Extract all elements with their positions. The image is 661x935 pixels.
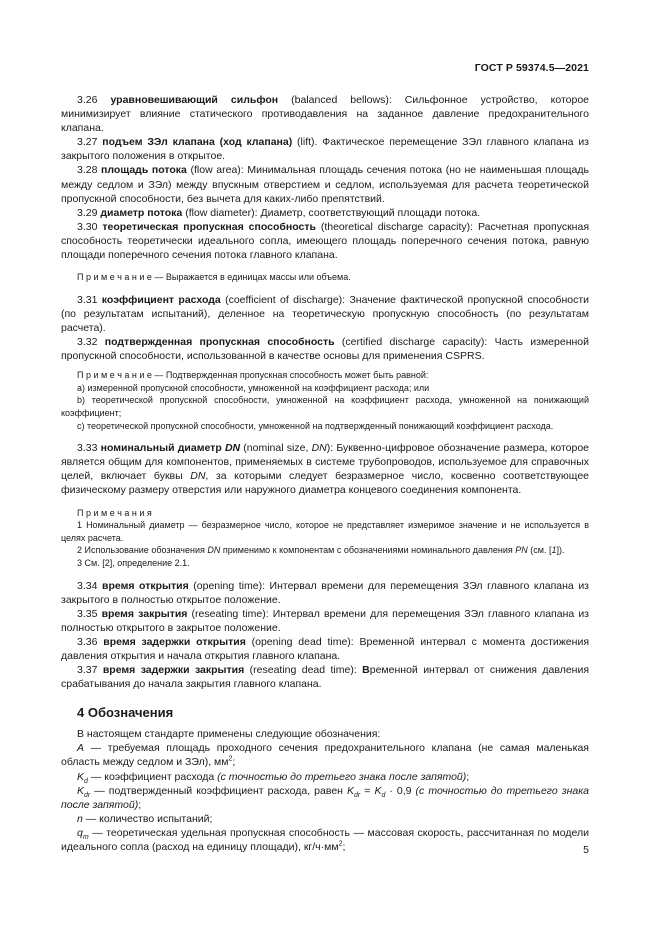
notations-list <box>61 727 589 854</box>
note-3: 3 См. [2], определение 2.1. <box>77 557 190 568</box>
section-4-heading: 4 Обозначения <box>77 705 174 721</box>
page-number: 5 <box>583 844 589 856</box>
document-header: ГОСТ Р 59374.5—2021 <box>474 62 589 74</box>
notation-kd: $K_d$ — коэффициент расхода (с точностью до третьего знака после запятой); <box>77 770 470 785</box>
note-3-32: П р и м е ч а н и е — Подтвержденная пропускная способность может быть равной: а) измеренной пропускной способности, умноженной на коэффициент расхода; или b) теоретической пропускной способности, умноженной на коэффициент расхода, умноженной на понижающий коэффициент; c) теоретической пропускной способности, умноженной на подтвержденный понижающий коэффициент расхода. <box>61 370 589 431</box>
note-item-c: c) теоретической пропускной способности, умноженной на подтвержденный понижающий коэффициент расхода. <box>77 420 554 431</box>
term-3-32: 3.32 подтвержденная пропускная способность (certified discharge capacity): Часть измеренной пропускной способности, использованной в качестве основы для применения CSPRS. <box>61 336 589 363</box>
page-content <box>61 93 589 854</box>
term-3-30: 3.30 теоретическая пропускная способность (theoretical discharge capacity): Расчетная пропускная способность теоретически идеального сопла, имеющего площадь поперечного сечения потока, равную площади поперечного сечения потока главного клапана. <box>61 220 590 262</box>
term-3-33: 3.33 номинальный диаметр DN (nominal size, DN): Буквенно-цифровое обозначение размера, которое является общим для компонентов, применяемых в системе трубопроводов, используемое для справочных целей, включает буквы DN, за которыми следует безразмерное число, косвенно соответствующее физическому размеру отверстия или наружного диаметра концевого соединения компонента. <box>61 442 590 497</box>
term-3-35: 3.35 время закрытия (reseating time): Интервал времени для перемещения ЗЭл главного клапана из полностью открытого в закрытое положение. <box>61 607 589 634</box>
notation-qm: $q_m$ — теоретическая удельная пропускная способность — массовая скорость, рассчитанная по модели идеального сопла (расход на единицу площади), $кг/ч\cdot мм^2$; <box>61 826 589 853</box>
note-2: 2 Использование обозначения DN применимо к компонентам с обозначениями номинального давления PN (см. [1]). <box>77 545 565 556</box>
notation-a: A — требуемая площадь проходного сечения предохранительного клапана (не самая маленькая область между седлом и ЗЭл), $мм^2$; <box>61 742 589 769</box>
term-3-29: 3.29 диаметр потока (flow diameter): Диаметр, соответствующий площади потока. <box>77 206 481 219</box>
note-item-b: b) теоретической пропускной способности, умноженной на коэффициент расхода, умноженной на понижающий коэффициент; <box>61 395 589 418</box>
notes-3-33: П р и м е ч а н и я 1 Номинальный диаметр — безразмерное число, которое не представляет измеримое значение и не используется в целях расчета. 2 Использование обозначения DN применимо к компонентам с обозначениями номинального давления PN (см. [1]). 3 См. [2], определение 2.1. <box>61 507 589 568</box>
notation-kdr: $K_{dr}$ — подтвержденный коэффициент расхода, равен $K_{dr} = K_d \cdot 0,9$ (с точностью до третьего знака после запятой); <box>61 784 589 811</box>
note-item-a: а) измеренной пропускной способности, умноженной на коэффициент расхода; или <box>77 382 430 393</box>
term-3-36: 3.36 время задержки открытия (opening dead time): Временной интервал с момента достижения давления открытия и начала открытия главного клапана. <box>61 635 590 662</box>
term-3-26: 3.26 уравновешивающий сильфон (balanced bellows): Сильфонное устройство, которое минимизирует влияние статического противодавления на заданное давление предохранительного клапана. <box>61 94 589 135</box>
notation-n: n — количество испытаний; <box>77 812 213 825</box>
term-3-28: 3.28 площадь потока (flow area): Минимальная площадь сечения потока (но не наименьшая площадь между седлом и ЗЭл) между впускным отверстием и седлом, используемая для расчета теоретической пропускной способности, без вычета для каких-либо препятствий. <box>61 164 589 205</box>
term-3-34: 3.34 время открытия (opening time): Интервал времени для перемещения ЗЭл главного клапана из закрытого в полностью открытое положение. <box>61 579 590 606</box>
term-3-27: 3.27 подъем ЗЭл клапана (ход клапана) (lift). Фактическое перемещение ЗЭл главного клапана из закрытого положения в открытое. <box>61 136 589 163</box>
term-3-31: 3.31 коэффициент расхода (coefficient of discharge): Значение фактической пропускной способности (по результатам испытаний), деленное на теоретическую пропускную способность (по результатам расчета). <box>61 293 590 334</box>
note-3-30: П р и м е ч а н и е — Выражается в единицах массы или объема. <box>77 272 351 283</box>
term-3-37: 3.37 время задержки закрытия (reseating dead time): Временной интервал от снижения давления срабатывания до начала закрытия главного клапана. <box>61 664 590 691</box>
notations-intro: В настоящем стандарте применены следующие обозначения: <box>77 728 381 741</box>
note-1: 1 Номинальный диаметр — безразмерное число, которое не представляет измеримое значение и не используется в целях расчета. <box>61 520 589 543</box>
